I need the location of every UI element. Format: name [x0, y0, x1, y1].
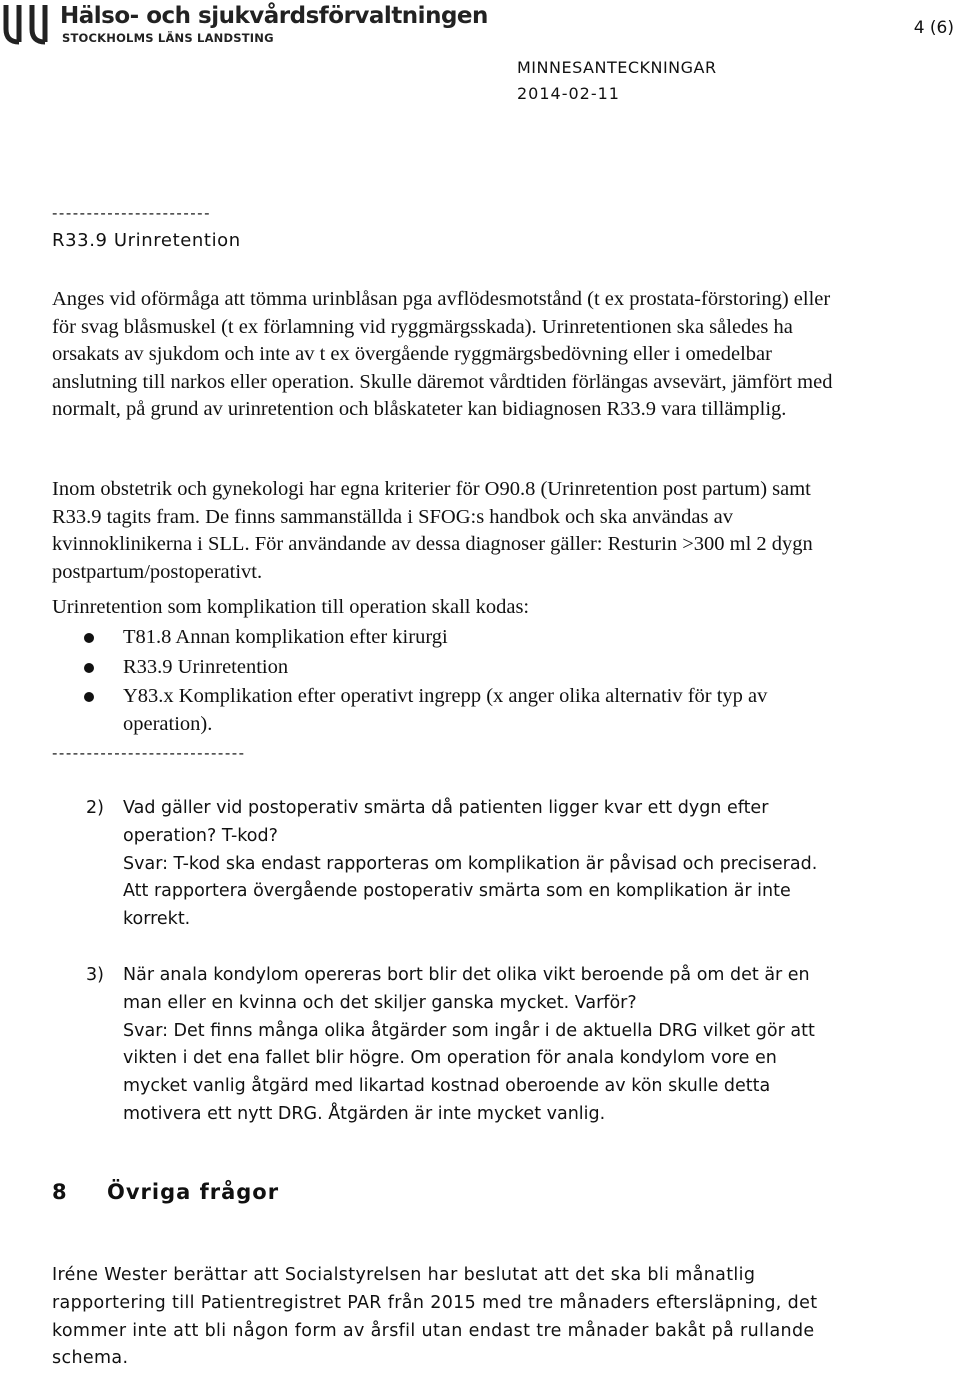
separator-bottom: ---------------------------- — [52, 744, 246, 762]
org-subtitle: STOCKHOLMS LÄNS LANDSTING — [62, 31, 274, 45]
bullet-icon — [84, 663, 94, 673]
page-number: 4 (6) — [913, 18, 954, 38]
complication-code-list — [84, 624, 844, 740]
r33-intro-paragraph: Anges vid oförmåga att tömma urinblåsan pga avflödesmotstånd (t ex prostata-förstoring) eller för svag blåsmuskel (t ex förlamning vid ryggmärgsskada). Urinretentionen ska således ha orsakats av sjukdom och inte av t ex övergående ryggmärgsbedövning eller i omedelbar anslutning till narkos eller operation. Skulle däremot vårdtiden förlängas avsevärt, jämfört med normalt, på grund av urinretention och blåskateter kan bidiagnosen R33.9 vara tillämplig. — [52, 288, 833, 420]
list-item-text: Y83.x Komplikation efter operativt ingrepp (x anger olika alternativ för typ av operation). — [123, 685, 768, 735]
r33-heading: R33.9 Urinretention — [52, 230, 241, 251]
question-number: 3) — [86, 965, 104, 985]
question-number: 2) — [86, 798, 104, 818]
list-item-text: T81.8 Annan komplikation efter kirurgi — [123, 626, 448, 648]
answer-text: Svar: Det finns många olika åtgärder som ingår i de aktuella DRG vilket gör att vikten i det ena fallet blir högre. Om operation för anala kondylom vore en mycket vanlig åtgärd med likartad kostnad oberoende av kön skulle detta motivera ett nytt DRG. Åtgärden är inte mycket vanlig. — [123, 1020, 815, 1124]
document-type: MINNESANTECKNINGAR — [517, 58, 717, 77]
bullet-icon — [84, 692, 94, 702]
question-text: Vad gäller vid postoperativ smärta då patienten ligger kvar ett dygn efter operation? T-kod? — [123, 798, 769, 846]
section-number: 8 — [52, 1180, 68, 1204]
list-item-text: R33.9 Urinretention — [123, 655, 289, 678]
list-item — [84, 624, 844, 652]
org-logo — [0, 0, 488, 48]
list-item — [84, 683, 844, 738]
org-name: Hälso- och sjukvårdsförvaltningen — [60, 3, 488, 29]
section-title: Övriga frågor — [107, 1180, 280, 1204]
answer-text: Svar: T-kod ska endast rapporteras om komplikation är påvisad och preciserad. Att rapportera övergående postoperativ smärta som en komplikation är inte korrekt. — [123, 853, 818, 930]
section-heading — [52, 1180, 279, 1204]
list-item — [84, 654, 844, 682]
bullet-icon — [84, 633, 94, 643]
question-text: När anala kondylom opereras bort blir det olika vikt beroende på om det är en man eller en kvinna och det skiljer ganska mycket. Varför? — [123, 965, 810, 1013]
complication-heading: Urinretention som komplikation till operation skall kodas: — [52, 596, 530, 618]
document-date: 2014-02-11 — [517, 84, 620, 103]
obstetrics-paragraph: Inom obstetrik och gynekologi har egna kriterier för O90.8 (Urinretention post partum) samt R33.9 tagits fram. De finns sammanställda i SFOG:s handbok och ska användas av kvinnoklinikerna i SLL. För användande av dessa diagnoser gäller: Resturin >300 ml 2 dygn postpartum/postoperativt. — [52, 478, 813, 583]
separator-top: ----------------------- — [52, 204, 211, 222]
section-8-paragraph: Iréne Wester berättar att Socialstyrelsen har beslutat att det ska bli månatlig rapportering till Patientregistret PAR från 2015 med tre månaders eftersläpning, det kommer inte att bli någon form av årsfil utan endast tre månader bakåt på rullande schema. — [52, 1265, 818, 1369]
sll-logo-icon — [2, 3, 54, 45]
